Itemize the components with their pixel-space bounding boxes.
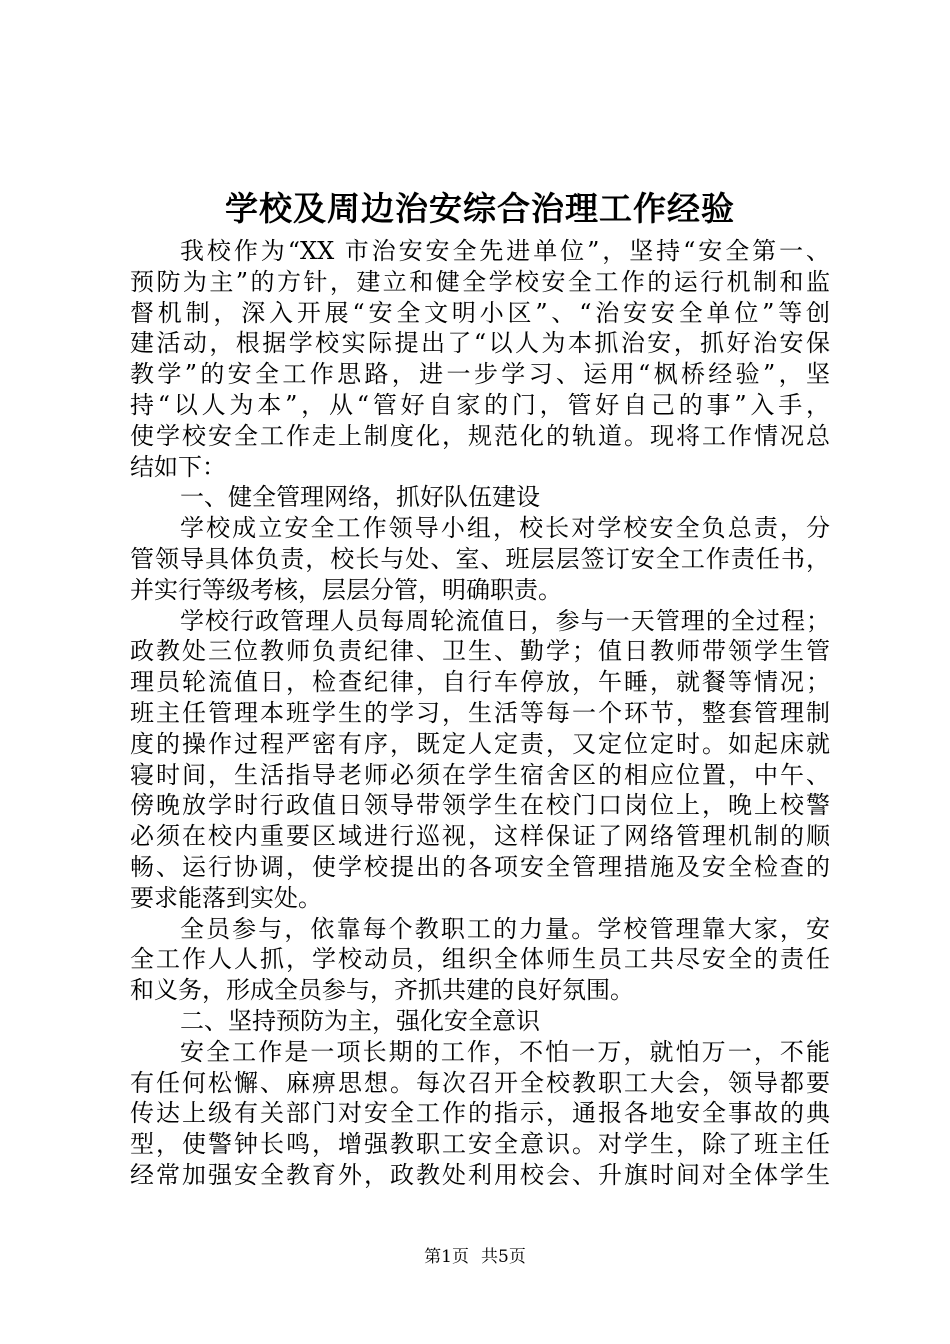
- text-line: 安全工作是一项长期的工作，不怕一万，就怕万一，不能: [180, 1037, 830, 1066]
- text-line: 我校作为“XX 市治安安全先进单位”，坚持“安全第一、: [180, 237, 830, 265]
- document-title: 学校及周边治安综合治理工作经验: [225, 189, 735, 228]
- document-body: [130, 236, 830, 1191]
- text-line: 和义务，形成全员参与，齐抓共建的良好氛围。: [130, 976, 634, 1005]
- text-line: 经常加强安全教育外，政教处利用校会、升旗时间对全体学生: [130, 1160, 830, 1189]
- text-line: 政教处三位教师负责纪律、卫生、勤学；值日教师带领学生管: [130, 637, 830, 666]
- text-line: 理员轮流值日，检查纪律，自行车停放，午睡，就餐等情况；: [130, 668, 830, 697]
- text-line: 度的操作过程严密有序，既定人定责，又定位定时。如起床就: [130, 729, 830, 758]
- text-line: 型，使警钟长鸣，增强教职工安全意识。对学生，除了班主任: [130, 1130, 830, 1159]
- text-line: 教学”的安全工作思路，进一步学习、运用“枫桥经验”，坚: [130, 360, 830, 389]
- text-line: 并实行等级考核，层层分管，明确职责。: [130, 575, 562, 604]
- text-line: 傍晚放学时行政值日领导带领学生在校门口岗位上，晚上校警: [130, 791, 830, 820]
- text-line: 督机制，深入开展“安全文明小区”、“治安安全单位”等创: [130, 298, 830, 327]
- text-line: 必须在校内重要区域进行巡视，这样保证了网络管理机制的顺: [130, 822, 830, 851]
- text-line: 全员参与，依靠每个教职工的力量。学校管理靠大家，安: [180, 914, 830, 943]
- text-line: 结如下：: [130, 452, 226, 481]
- text-line: 二、坚持预防为主，强化安全意识: [180, 1006, 540, 1035]
- text-line: 传达上级有关部门对安全工作的指示，通报各地安全事故的典: [130, 1099, 830, 1128]
- text-line: 全工作人人抓，学校动员，组织全体师生员工共尽安全的责任: [130, 945, 830, 974]
- text-line: 使学校安全工作走上制度化，规范化的轨道。现将工作情况总: [130, 421, 830, 450]
- text-line: 要求能落到实处。: [130, 883, 322, 912]
- text-line: 建活动，根据学校实际提出了“以人为本抓治安，抓好治安保: [130, 329, 830, 358]
- text-line: 预防为主”的方针，建立和健全学校安全工作的运行机制和监: [130, 267, 830, 296]
- page-footer: [0, 1245, 950, 1269]
- page-number-total: 共5页: [481, 1247, 526, 1267]
- text-line: 有任何松懈、麻痹思想。每次召开全校教职工大会，领导都要: [130, 1068, 830, 1097]
- page-number-current: 第1页: [424, 1247, 469, 1267]
- text-line: 学校行政管理人员每周轮流值日，参与一天管理的全过程；: [180, 606, 830, 635]
- text-line: 班主任管理本班学生的学习，生活等每一个环节，整套管理制: [130, 698, 830, 727]
- text-line: 畅、运行协调，使学校提出的各项安全管理措施及安全检查的: [130, 852, 830, 881]
- text-line: 管领导具体负责，校长与处、室、班层层签订安全工作责任书，: [130, 544, 830, 573]
- text-line: 学校成立安全工作领导小组，校长对学校安全负总责，分: [180, 514, 830, 543]
- text-line: 一、健全管理网络，抓好队伍建设: [180, 483, 540, 512]
- text-line: 寝时间，生活指导老师必须在学生宿舍区的相应位置，中午、: [130, 760, 830, 789]
- text-line: 持“以人为本”，从“管好自家的门，管好自己的事”入手，: [130, 390, 830, 419]
